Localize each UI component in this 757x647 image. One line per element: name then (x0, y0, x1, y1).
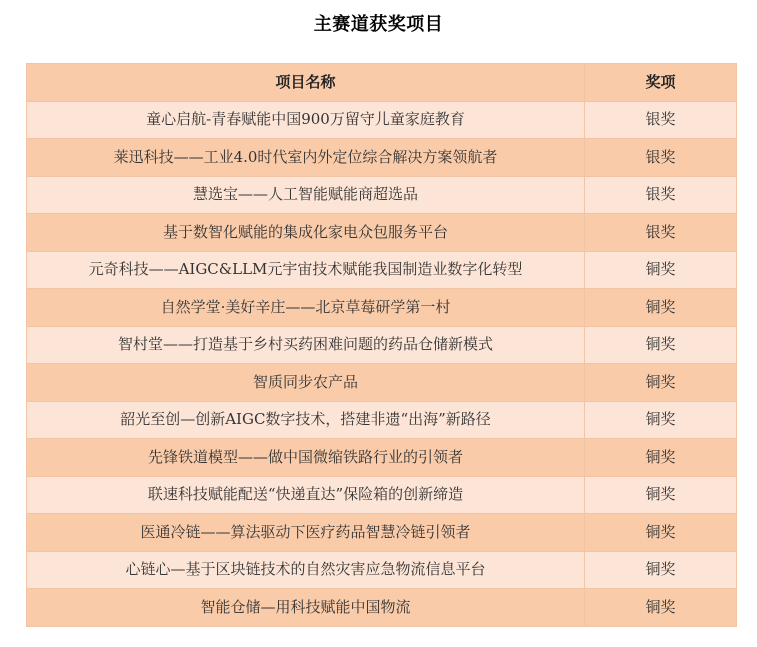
table-row (27, 289, 737, 327)
awards-table (26, 63, 737, 627)
award-cell: 铜奖 (585, 401, 737, 439)
table-header-row (27, 64, 737, 102)
project-name-cell: 智质同步农产品 (27, 364, 585, 402)
award-cell: 银奖 (585, 176, 737, 214)
project-name-cell: 智能仓储—用科技赋能中国物流 (27, 589, 585, 627)
award-cell: 银奖 (585, 214, 737, 252)
project-name-cell: 慧选宝——人工智能赋能商超选品 (27, 176, 585, 214)
award-cell: 铜奖 (585, 476, 737, 514)
award-cell: 铜奖 (585, 289, 737, 327)
project-name-cell: 基于数智化赋能的集成化家电众包服务平台 (27, 214, 585, 252)
project-name-cell: 联速科技赋能配送“快递直达”保险箱的创新缔造 (27, 476, 585, 514)
project-name-cell: 元奇科技——AIGC&LLM元宇宙技术赋能我国制造业数字化转型 (27, 251, 585, 289)
award-cell: 银奖 (585, 139, 737, 177)
award-cell: 铜奖 (585, 551, 737, 589)
page-title: 主赛道获奖项目 (313, 14, 444, 35)
table-row (27, 251, 737, 289)
award-cell: 铜奖 (585, 439, 737, 477)
project-name-cell: 医通冷链——算法驱动下医疗药品智慧冷链引领者 (27, 514, 585, 552)
project-name-cell: 智村堂——打造基于乡村买药困难问题的药品仓储新模式 (27, 326, 585, 364)
award-cell: 铜奖 (585, 364, 737, 402)
table-row (27, 139, 737, 177)
project-name-cell: 自然学堂·美好辛庄——北京草莓研学第一村 (27, 289, 585, 327)
award-cell: 银奖 (585, 101, 737, 139)
column-header-award: 奖项 (585, 64, 737, 102)
table-row (27, 214, 737, 252)
award-cell: 铜奖 (585, 326, 737, 364)
project-name-cell: 先锋铁道模型——做中国微缩铁路行业的引领者 (27, 439, 585, 477)
table-row (27, 439, 737, 477)
table-row (27, 589, 737, 627)
award-cell: 铜奖 (585, 514, 737, 552)
project-name-cell: 韶光至创—创新AIGC数字技术，搭建非遗“出海”新路径 (27, 401, 585, 439)
award-cell: 铜奖 (585, 251, 737, 289)
project-name-cell: 心链心—基于区块链技术的自然灾害应急物流信息平台 (27, 551, 585, 589)
column-header-project-name: 项目名称 (27, 64, 585, 102)
table-row (27, 551, 737, 589)
table-row (27, 364, 737, 402)
table-row (27, 176, 737, 214)
project-name-cell: 童心启航-青春赋能中国900万留守儿童家庭教育 (27, 101, 585, 139)
project-name-cell: 莱迅科技——工业4.0时代室内外定位综合解决方案领航者 (27, 139, 585, 177)
award-cell: 铜奖 (585, 589, 737, 627)
table-row (27, 401, 737, 439)
table-row (27, 326, 737, 364)
table-row (27, 514, 737, 552)
table-row (27, 101, 737, 139)
table-row (27, 476, 737, 514)
